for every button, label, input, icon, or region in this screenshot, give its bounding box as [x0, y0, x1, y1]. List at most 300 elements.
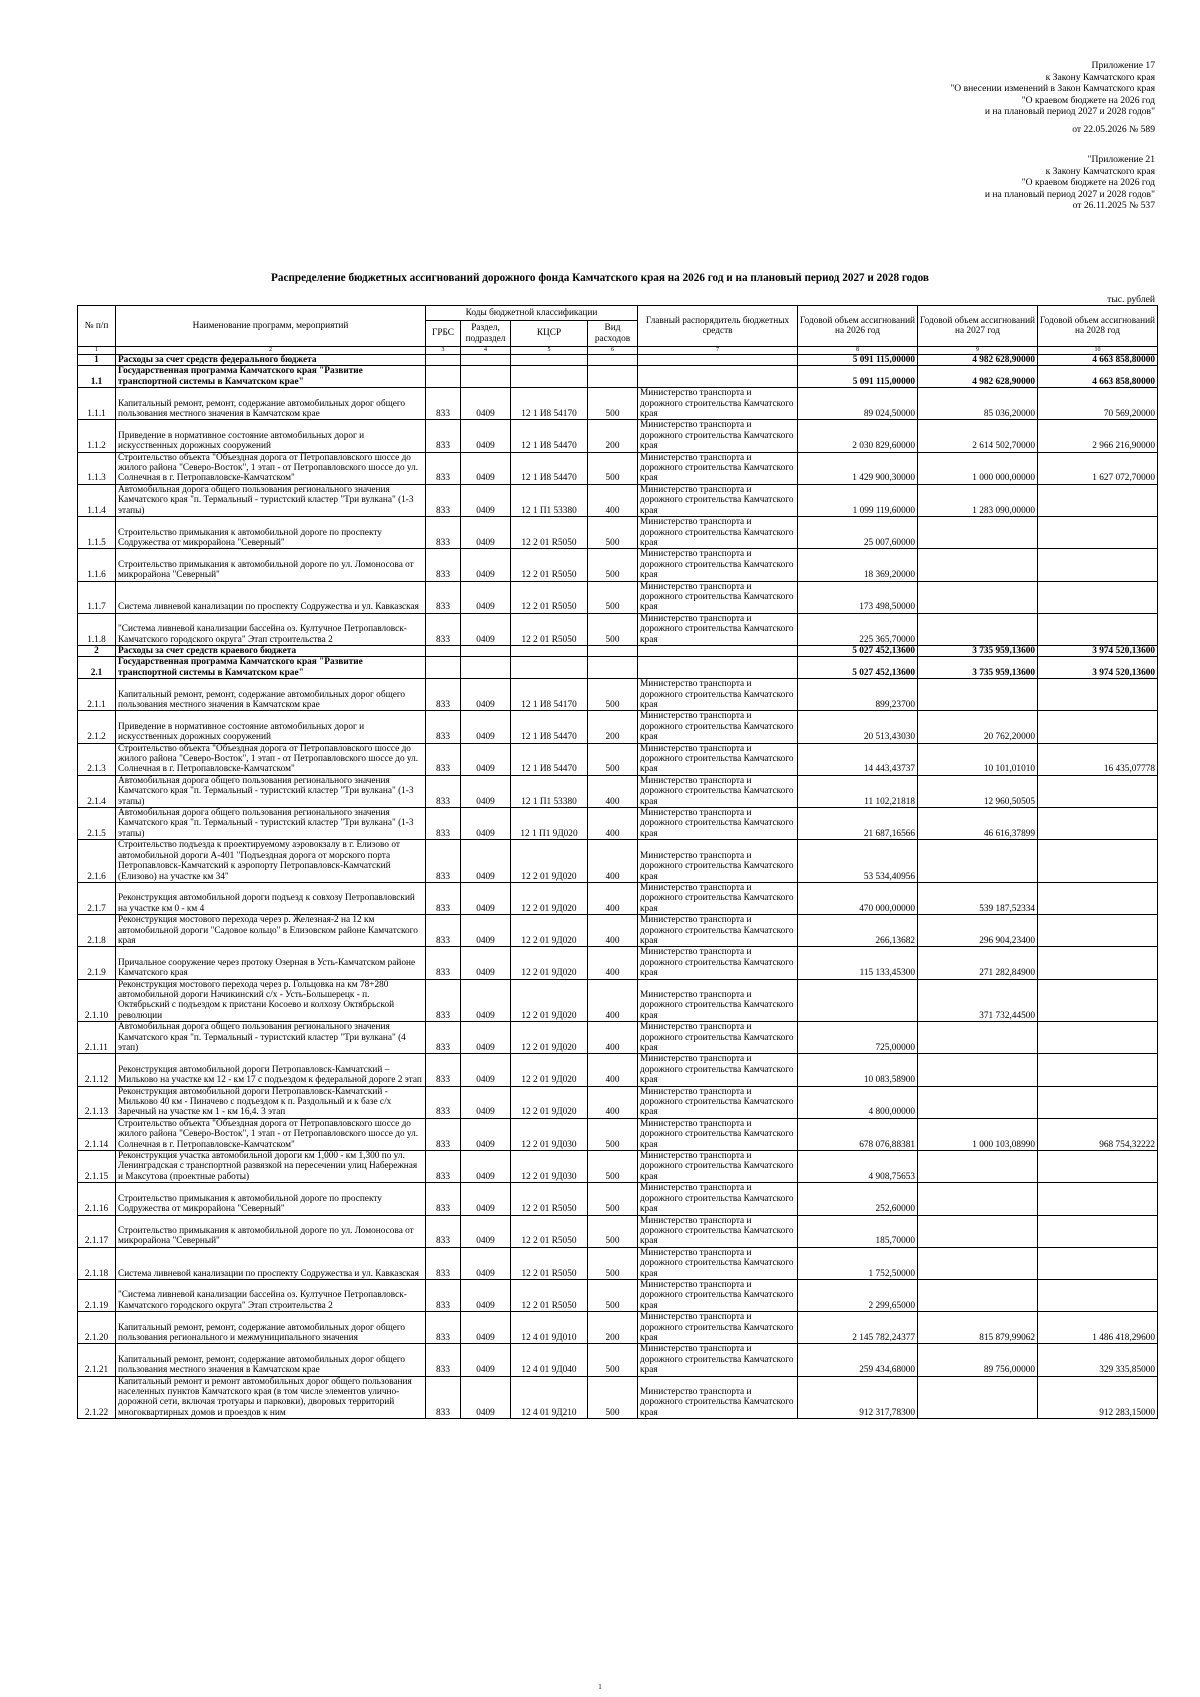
row-value-2026: 1 099 119,60000: [798, 484, 918, 516]
row-razdel: 0409: [461, 1376, 511, 1419]
row-razdel: 0409: [461, 1151, 511, 1183]
row-value-2026: 2 299,65000: [798, 1279, 918, 1311]
row-number: 1.1.6: [78, 549, 116, 581]
row-razdel: 0409: [461, 452, 511, 484]
row-name: Строительство примыкания к автомобильной дороге по проспекту Содружества от микрорайона "Северный": [116, 1183, 426, 1215]
col-number: 6: [588, 347, 638, 355]
row-grbs: 833: [426, 581, 461, 613]
row-name: Приведение в нормативное состояние автомобильных дорог и искусственных дорожных сооружений: [116, 711, 426, 743]
row-kcsr: [511, 645, 588, 656]
row-value-2027: [918, 1215, 1038, 1247]
header-line: "О внесении изменений в Закон Камчатского края: [950, 83, 1155, 95]
row-kcsr: 12 2 01 9Д020: [511, 915, 588, 947]
table-row: [78, 808, 1158, 840]
row-kcsr: 12 2 01 R5050: [511, 1215, 588, 1247]
row-glav: Министерство транспорта и дорожного строительства Камчатского края: [638, 452, 798, 484]
row-razdel: 0409: [461, 1312, 511, 1344]
row-number: 1.1.4: [78, 484, 116, 516]
row-glav: Министерство транспорта и дорожного строительства Камчатского края: [638, 1279, 798, 1311]
table-row: [78, 657, 1158, 679]
row-razdel: 0409: [461, 613, 511, 645]
appendix-header-original: [985, 154, 1155, 212]
row-value-2026: 14 443,43737: [798, 743, 918, 775]
row-grbs: 833: [426, 1086, 461, 1118]
row-value-2026: 1 429 900,30000: [798, 452, 918, 484]
row-vid: 400: [588, 840, 638, 883]
row-glav: Министерство транспорта и дорожного строительства Камчатского края: [638, 882, 798, 914]
row-razdel: 0409: [461, 947, 511, 979]
row-glav: [638, 645, 798, 656]
row-value-2028: [1038, 775, 1158, 807]
table-row: [78, 947, 1158, 979]
header-line: "О краевом бюджете на 2026 год: [1021, 177, 1155, 189]
row-number: 1.1.8: [78, 613, 116, 645]
row-value-2028: 2 966 216,90000: [1038, 420, 1158, 452]
row-grbs: 833: [426, 743, 461, 775]
row-value-2027: 10 101,01010: [918, 743, 1038, 775]
row-vid: 500: [588, 517, 638, 549]
col-header-vid: Вид расходов: [588, 321, 638, 347]
row-kcsr: 12 2 01 9Д020: [511, 1022, 588, 1054]
row-value-2026: 5 091 115,00000: [798, 355, 918, 366]
row-value-2028: [1038, 1215, 1158, 1247]
row-value-2027: 46 616,37899: [918, 808, 1038, 840]
table-row: [78, 1312, 1158, 1344]
table-row: [78, 743, 1158, 775]
table-row: [78, 1215, 1158, 1247]
row-grbs: 833: [426, 947, 461, 979]
table-row: [78, 882, 1158, 914]
row-value-2026: 5 091 115,00000: [798, 366, 918, 388]
row-number: 2.1.9: [78, 947, 116, 979]
row-kcsr: 12 2 01 R5050: [511, 581, 588, 613]
header-line: к Закону Камчатского края: [1045, 165, 1155, 177]
row-value-2028: [1038, 484, 1158, 516]
row-razdel: 0409: [461, 1022, 511, 1054]
col-header-grbs: ГРБС: [426, 321, 461, 347]
row-grbs: 833: [426, 1118, 461, 1150]
row-glav: Министерство транспорта и дорожного строительства Камчатского края: [638, 484, 798, 516]
row-value-2027: [918, 840, 1038, 883]
row-value-2026: 53 534,40956: [798, 840, 918, 883]
row-kcsr: 12 2 01 9Д020: [511, 947, 588, 979]
row-value-2027: 539 187,52334: [918, 882, 1038, 914]
table-row: [78, 711, 1158, 743]
row-vid: 500: [588, 1376, 638, 1419]
col-number: 9: [918, 347, 1038, 355]
row-vid: 400: [588, 979, 638, 1022]
row-name: Реконструкция автомобильной дороги подъезд к совхозу Петропавловский на участке км 0 - км 4: [116, 882, 426, 914]
row-name: Строительство подъезда к проектируемому аэровокзалу в г. Елизово от автомобильной дороги А-401 "Подъездная дорога от морского порта Петропавловск-Камчатский к аэропорту Петропавловск-Камчатский (Елизово) на участке км 34": [116, 840, 426, 883]
row-value-2026: 266,13682: [798, 915, 918, 947]
col-header-2028: Годовой объем ассигнований на 2028 год: [1038, 306, 1158, 347]
row-grbs: 833: [426, 1022, 461, 1054]
table-row: [78, 775, 1158, 807]
row-value-2026: 2 145 782,24377: [798, 1312, 918, 1344]
row-vid: [588, 366, 638, 388]
row-grbs: [426, 645, 461, 656]
row-value-2027: 815 879,99062: [918, 1312, 1038, 1344]
row-value-2027: [918, 1054, 1038, 1086]
row-razdel: 0409: [461, 1118, 511, 1150]
row-kcsr: 12 1 П1 53380: [511, 484, 588, 516]
row-vid: 500: [588, 1151, 638, 1183]
row-value-2028: 968 754,32222: [1038, 1118, 1158, 1150]
row-value-2027: 89 756,00000: [918, 1344, 1038, 1376]
col-number: 7: [638, 347, 798, 355]
row-razdel: [461, 645, 511, 656]
row-number: 2.1.13: [78, 1086, 116, 1118]
row-vid: 500: [588, 1215, 638, 1247]
row-value-2028: [1038, 1086, 1158, 1118]
row-razdel: 0409: [461, 679, 511, 711]
row-razdel: 0409: [461, 840, 511, 883]
row-kcsr: 12 2 01 9Д020: [511, 882, 588, 914]
row-name: Система ливневой канализации по проспекту Содружества и ул. Кавказская: [116, 581, 426, 613]
row-number: 1.1: [78, 366, 116, 388]
header-line: от 26.11.2025 № 537: [1072, 200, 1155, 212]
row-razdel: [461, 657, 511, 679]
row-vid: 500: [588, 1279, 638, 1311]
col-header-name: Наименование программ, мероприятий: [116, 306, 426, 347]
row-glav: Министерство транспорта и дорожного строительства Камчатского края: [638, 1022, 798, 1054]
row-number: 2.1.19: [78, 1279, 116, 1311]
row-razdel: 0409: [461, 1054, 511, 1086]
row-value-2026: 4 908,75653: [798, 1151, 918, 1183]
row-value-2028: [1038, 1247, 1158, 1279]
row-glav: Министерство транспорта и дорожного строительства Камчатского края: [638, 979, 798, 1022]
row-razdel: [461, 366, 511, 388]
row-value-2027: [918, 1151, 1038, 1183]
row-vid: 500: [588, 743, 638, 775]
row-grbs: 833: [426, 388, 461, 420]
row-value-2027: [918, 1279, 1038, 1311]
row-glav: Министерство транспорта и дорожного строительства Камчатского края: [638, 388, 798, 420]
row-kcsr: [511, 366, 588, 388]
table-row: [78, 1054, 1158, 1086]
row-name: Автомобильная дорога общего пользования регионального значения Камчатского края "п. Термальный - туристский кластер "Три вулкана" (1-3 этапы): [116, 775, 426, 807]
table-row: [78, 1086, 1158, 1118]
row-glav: Министерство транспорта и дорожного строительства Камчатского края: [638, 1376, 798, 1419]
col-header-codes-group: Коды бюджетной классификации: [426, 306, 638, 321]
row-value-2027: 3 735 959,13600: [918, 657, 1038, 679]
row-name: Реконструкция автомобильной дороги Петропавловск-Камчатский - Мильково 40 км - Пиначево с подъездом к п. Раздольный и к базе с/х Заречный на участке км 1 - км 16,4. 3 этап: [116, 1086, 426, 1118]
row-number: 2.1.1: [78, 679, 116, 711]
row-number: 1.1.3: [78, 452, 116, 484]
row-number: 2.1.17: [78, 1215, 116, 1247]
row-number: 1.1.7: [78, 581, 116, 613]
row-razdel: 0409: [461, 775, 511, 807]
row-value-2028: [1038, 517, 1158, 549]
row-value-2026: 11 102,21818: [798, 775, 918, 807]
row-vid: [588, 355, 638, 366]
row-value-2028: 912 283,15000: [1038, 1376, 1158, 1419]
row-value-2027: [918, 549, 1038, 581]
row-vid: 200: [588, 1312, 638, 1344]
row-vid: 400: [588, 808, 638, 840]
row-kcsr: 12 2 01 9Д020: [511, 979, 588, 1022]
row-razdel: 0409: [461, 484, 511, 516]
row-name: Реконструкция автомобильной дороги Петропавловск-Камчатский – Мильково на участке км 12 - км 17 с подъездом к федеральной дороге 2 этап: [116, 1054, 426, 1086]
row-value-2028: [1038, 1054, 1158, 1086]
row-value-2027: 371 732,44500: [918, 979, 1038, 1022]
header-line: и на плановый период 2027 и 2028 годов": [984, 188, 1155, 200]
row-value-2028: [1038, 711, 1158, 743]
row-glav: Министерство транспорта и дорожного строительства Камчатского края: [638, 613, 798, 645]
table-row: [78, 1183, 1158, 1215]
row-grbs: 833: [426, 1312, 461, 1344]
row-kcsr: 12 2 01 R5050: [511, 1183, 588, 1215]
row-value-2026: 1 752,50000: [798, 1247, 918, 1279]
col-header-2026: Годовой объем ассигнований на 2026 год: [798, 306, 918, 347]
row-value-2027: [918, 613, 1038, 645]
row-vid: 500: [588, 549, 638, 581]
row-kcsr: 12 1 И8 54470: [511, 711, 588, 743]
row-number: 2.1.11: [78, 1022, 116, 1054]
row-value-2026: [798, 979, 918, 1022]
row-grbs: 833: [426, 517, 461, 549]
row-name: "Система ливневой канализации бассейна оз. Култучное Петропавловск-Камчатского городского округа" Этап строительства 2: [116, 1279, 426, 1311]
row-number: 2.1.21: [78, 1344, 116, 1376]
row-name: Капитальный ремонт, ремонт, содержание автомобильных дорог общего пользования местного значения в Камчатском крае: [116, 1344, 426, 1376]
row-vid: 500: [588, 613, 638, 645]
row-number: 2.1.6: [78, 840, 116, 883]
row-grbs: 833: [426, 1054, 461, 1086]
row-value-2026: 173 498,50000: [798, 581, 918, 613]
row-value-2026: 10 083,58900: [798, 1054, 918, 1086]
row-razdel: 0409: [461, 915, 511, 947]
table-row: [78, 355, 1158, 366]
row-vid: 200: [588, 420, 638, 452]
row-kcsr: 12 2 01 9Д030: [511, 1118, 588, 1150]
row-value-2027: [918, 581, 1038, 613]
row-grbs: 833: [426, 711, 461, 743]
row-glav: Министерство транспорта и дорожного строительства Камчатского края: [638, 549, 798, 581]
col-number: 1: [78, 347, 116, 355]
table-row: [78, 679, 1158, 711]
row-value-2027: 3 735 959,13600: [918, 645, 1038, 656]
row-value-2026: 115 133,45300: [798, 947, 918, 979]
row-value-2027: 4 982 628,90000: [918, 355, 1038, 366]
row-glav: Министерство транспорта и дорожного строительства Камчатского края: [638, 743, 798, 775]
row-glav: Министерство транспорта и дорожного строительства Камчатского края: [638, 808, 798, 840]
row-number: 2.1: [78, 657, 116, 679]
row-value-2027: 85 036,20000: [918, 388, 1038, 420]
row-grbs: 833: [426, 1215, 461, 1247]
row-glav: Министерство транспорта и дорожного строительства Камчатского края: [638, 915, 798, 947]
row-value-2026: 259 434,68000: [798, 1344, 918, 1376]
row-grbs: 833: [426, 1247, 461, 1279]
row-glav: Министерство транспорта и дорожного строительства Камчатского края: [638, 517, 798, 549]
table-row: [78, 581, 1158, 613]
row-value-2027: 20 762,20000: [918, 711, 1038, 743]
table-row: [78, 979, 1158, 1022]
row-grbs: 833: [426, 1376, 461, 1419]
row-name: "Система ливневой канализации бассейна оз. Култучное Петропавловск-Камчатского городского округа" Этап строительства 2: [116, 613, 426, 645]
row-glav: Министерство транспорта и дорожного строительства Камчатского края: [638, 679, 798, 711]
row-value-2026: 470 000,00000: [798, 882, 918, 914]
row-razdel: 0409: [461, 1344, 511, 1376]
row-value-2027: 296 904,23400: [918, 915, 1038, 947]
row-name: Система ливневой канализации по проспекту Содружества и ул. Кавказская: [116, 1247, 426, 1279]
col-number: 5: [511, 347, 588, 355]
row-grbs: [426, 355, 461, 366]
row-kcsr: 12 1 И8 54470: [511, 420, 588, 452]
table-row: [78, 613, 1158, 645]
col-header-num: № п/п: [78, 306, 116, 347]
row-kcsr: 12 2 01 R5050: [511, 1247, 588, 1279]
row-kcsr: 12 2 01 9Д020: [511, 1086, 588, 1118]
row-glav: Министерство транспорта и дорожного строительства Камчатского края: [638, 947, 798, 979]
row-name: Капитальный ремонт, ремонт, содержание автомобильных дорог общего пользования регионального и межмуниципального значения: [116, 1312, 426, 1344]
row-razdel: 0409: [461, 549, 511, 581]
row-vid: 200: [588, 711, 638, 743]
row-name: Государственная программа Камчатского края "Развитие транспортной системы в Камчатском крае": [116, 657, 426, 679]
row-name: Приведение в нормативное состояние автомобильных дорог и искусственных дорожных сооружений: [116, 420, 426, 452]
row-value-2026: 5 027 452,13600: [798, 645, 918, 656]
row-value-2027: 1 283 090,00000: [918, 484, 1038, 516]
row-number: 2: [78, 645, 116, 656]
row-grbs: 833: [426, 775, 461, 807]
row-value-2028: 4 663 858,80000: [1038, 366, 1158, 388]
page-number: 1: [598, 1683, 602, 1691]
table-body: [78, 355, 1158, 1419]
row-kcsr: 12 4 01 9Д040: [511, 1344, 588, 1376]
row-name: Строительство примыкания к автомобильной дороге по проспекту Содружества от микрорайона "Северный": [116, 517, 426, 549]
row-kcsr: 12 1 И8 54470: [511, 452, 588, 484]
table-row: [78, 388, 1158, 420]
row-grbs: 833: [426, 979, 461, 1022]
row-razdel: 0409: [461, 1086, 511, 1118]
table-row: [78, 915, 1158, 947]
row-value-2028: 70 569,20000: [1038, 388, 1158, 420]
row-name: Автомобильная дорога общего пользования регионального значения Камчатского края "п. Термальный - туристский кластер "Три вулкана" (1-3 этапы): [116, 484, 426, 516]
row-name: Строительство объекта "Объездная дорога от Петропавловского шоссе до жилого района "Северо-Восток", 1 этап - от Петропавловского шоссе до ул. Солнечная в г. Петропавловске-Камчатском": [116, 1118, 426, 1150]
row-grbs: 833: [426, 613, 461, 645]
header-line: к Закону Камчатского края: [1045, 71, 1155, 83]
row-number: 2.1.2: [78, 711, 116, 743]
row-grbs: 833: [426, 452, 461, 484]
row-grbs: 833: [426, 1279, 461, 1311]
row-name: Реконструкция участка автомобильной дороги км 1,000 - км 1,300 по ул. Ленинградская с транспортной развязкой на пересечении улиц Набережная и Максутова (проектные работы): [116, 1151, 426, 1183]
document-title: Распределение бюджетных ассигнований дорожного фонда Камчатского края на 2026 год и на плановый период 2027 и 2028 годов: [271, 272, 929, 284]
row-name: Реконструкция мостового перехода через р. Гольцовка на км 78+280 автомобильной дороги Начикинский с/х - Усть-Большерецк - п. Октябрьский с подъездом к пристани Косоево и колхозу Октябрьской революции: [116, 979, 426, 1022]
row-vid: 400: [588, 1054, 638, 1086]
row-glav: Министерство транспорта и дорожного строительства Камчатского края: [638, 1344, 798, 1376]
row-name: Автомобильная дорога общего пользования регионального значения Камчатского края "п. Термальный - туристский кластер "Три вулкана" (4 этап): [116, 1022, 426, 1054]
row-value-2026: 725,00000: [798, 1022, 918, 1054]
row-vid: 500: [588, 1183, 638, 1215]
row-kcsr: 12 1 И8 54170: [511, 388, 588, 420]
table-row: [78, 1344, 1158, 1376]
row-value-2028: 16 435,07778: [1038, 743, 1158, 775]
col-number: 10: [1038, 347, 1158, 355]
row-number: 2.1.10: [78, 979, 116, 1022]
col-header-2027: Годовой объем ассигнований на 2027 год: [918, 306, 1038, 347]
budget-table: [77, 305, 1158, 1419]
row-kcsr: 12 2 01 R5050: [511, 613, 588, 645]
col-header-kcsr: КЦСР: [511, 321, 588, 347]
row-vid: 500: [588, 1247, 638, 1279]
col-number: 3: [426, 347, 461, 355]
row-kcsr: 12 1 И8 54470: [511, 743, 588, 775]
row-glav: Министерство транспорта и дорожного строительства Камчатского края: [638, 1183, 798, 1215]
row-grbs: 833: [426, 484, 461, 516]
row-kcsr: 12 2 01 R5050: [511, 517, 588, 549]
row-kcsr: 12 2 01 R5050: [511, 549, 588, 581]
row-value-2026: 89 024,50000: [798, 388, 918, 420]
table-row: [78, 1022, 1158, 1054]
table-row: [78, 1376, 1158, 1419]
row-glav: Министерство транспорта и дорожного строительства Камчатского края: [638, 1215, 798, 1247]
row-vid: 500: [588, 388, 638, 420]
row-vid: 400: [588, 915, 638, 947]
row-number: 1.1.5: [78, 517, 116, 549]
row-razdel: 0409: [461, 711, 511, 743]
row-razdel: 0409: [461, 517, 511, 549]
row-vid: 400: [588, 947, 638, 979]
row-kcsr: 12 1 П1 53380: [511, 775, 588, 807]
row-number: 2.1.3: [78, 743, 116, 775]
row-value-2028: 1 486 418,29600: [1038, 1312, 1158, 1344]
col-header-razdel: Раздел, подраздел: [461, 321, 511, 347]
col-header-glav: Главный распорядитель бюджетных средств: [638, 306, 798, 347]
row-razdel: 0409: [461, 979, 511, 1022]
row-number: 2.1.20: [78, 1312, 116, 1344]
row-value-2026: 25 007,60000: [798, 517, 918, 549]
row-number: 1.1.2: [78, 420, 116, 452]
row-kcsr: [511, 657, 588, 679]
row-razdel: 0409: [461, 581, 511, 613]
row-value-2027: 1 000 103,08990: [918, 1118, 1038, 1150]
row-value-2026: 21 687,16566: [798, 808, 918, 840]
row-name: Строительство примыкания к автомобильной дороге по ул. Ломоносова от микрорайона "Северный": [116, 549, 426, 581]
row-razdel: 0409: [461, 808, 511, 840]
row-glav: Министерство транспорта и дорожного строительства Камчатского края: [638, 775, 798, 807]
table-row: [78, 549, 1158, 581]
row-number: 1.1.1: [78, 388, 116, 420]
row-name: Реконструкция мостового перехода через р. Железная-2 на 12 км автомобильной дороги "Садовое кольцо" в Елизовском районе Камчатского края: [116, 915, 426, 947]
row-value-2026: 2 030 829,60000: [798, 420, 918, 452]
row-razdel: [461, 355, 511, 366]
row-value-2028: [1038, 840, 1158, 883]
row-kcsr: 12 2 01 9Д020: [511, 1054, 588, 1086]
table-row: [78, 517, 1158, 549]
row-glav: Министерство транспорта и дорожного строительства Камчатского края: [638, 1312, 798, 1344]
row-grbs: 833: [426, 1344, 461, 1376]
row-value-2027: 2 614 502,70000: [918, 420, 1038, 452]
table-row: [78, 645, 1158, 656]
row-value-2028: [1038, 979, 1158, 1022]
row-value-2027: [918, 1376, 1038, 1419]
row-name: Строительство объекта "Объездная дорога от Петропавловского шоссе до жилого района "Северо-Восток", 1 этап - от Петропавловского шоссе до ул. Солнечная в г. Петропавловске-Камчатском": [116, 743, 426, 775]
row-value-2027: 1 000 000,00000: [918, 452, 1038, 484]
row-glav: Министерство транспорта и дорожного строительства Камчатского края: [638, 1086, 798, 1118]
row-razdel: 0409: [461, 1279, 511, 1311]
row-razdel: 0409: [461, 1247, 511, 1279]
row-number: 2.1.12: [78, 1054, 116, 1086]
row-name: Капитальный ремонт, ремонт, содержание автомобильных дорог общего пользования местного значения в Камчатском крае: [116, 388, 426, 420]
row-grbs: 833: [426, 549, 461, 581]
table-row: [78, 1118, 1158, 1150]
row-grbs: [426, 657, 461, 679]
row-value-2026: 185,70000: [798, 1215, 918, 1247]
row-grbs: 833: [426, 1183, 461, 1215]
row-value-2027: 12 960,50505: [918, 775, 1038, 807]
header-line: "О краевом бюджете на 2026 год: [1021, 94, 1155, 106]
row-value-2028: [1038, 549, 1158, 581]
row-kcsr: 12 1 И8 54170: [511, 679, 588, 711]
